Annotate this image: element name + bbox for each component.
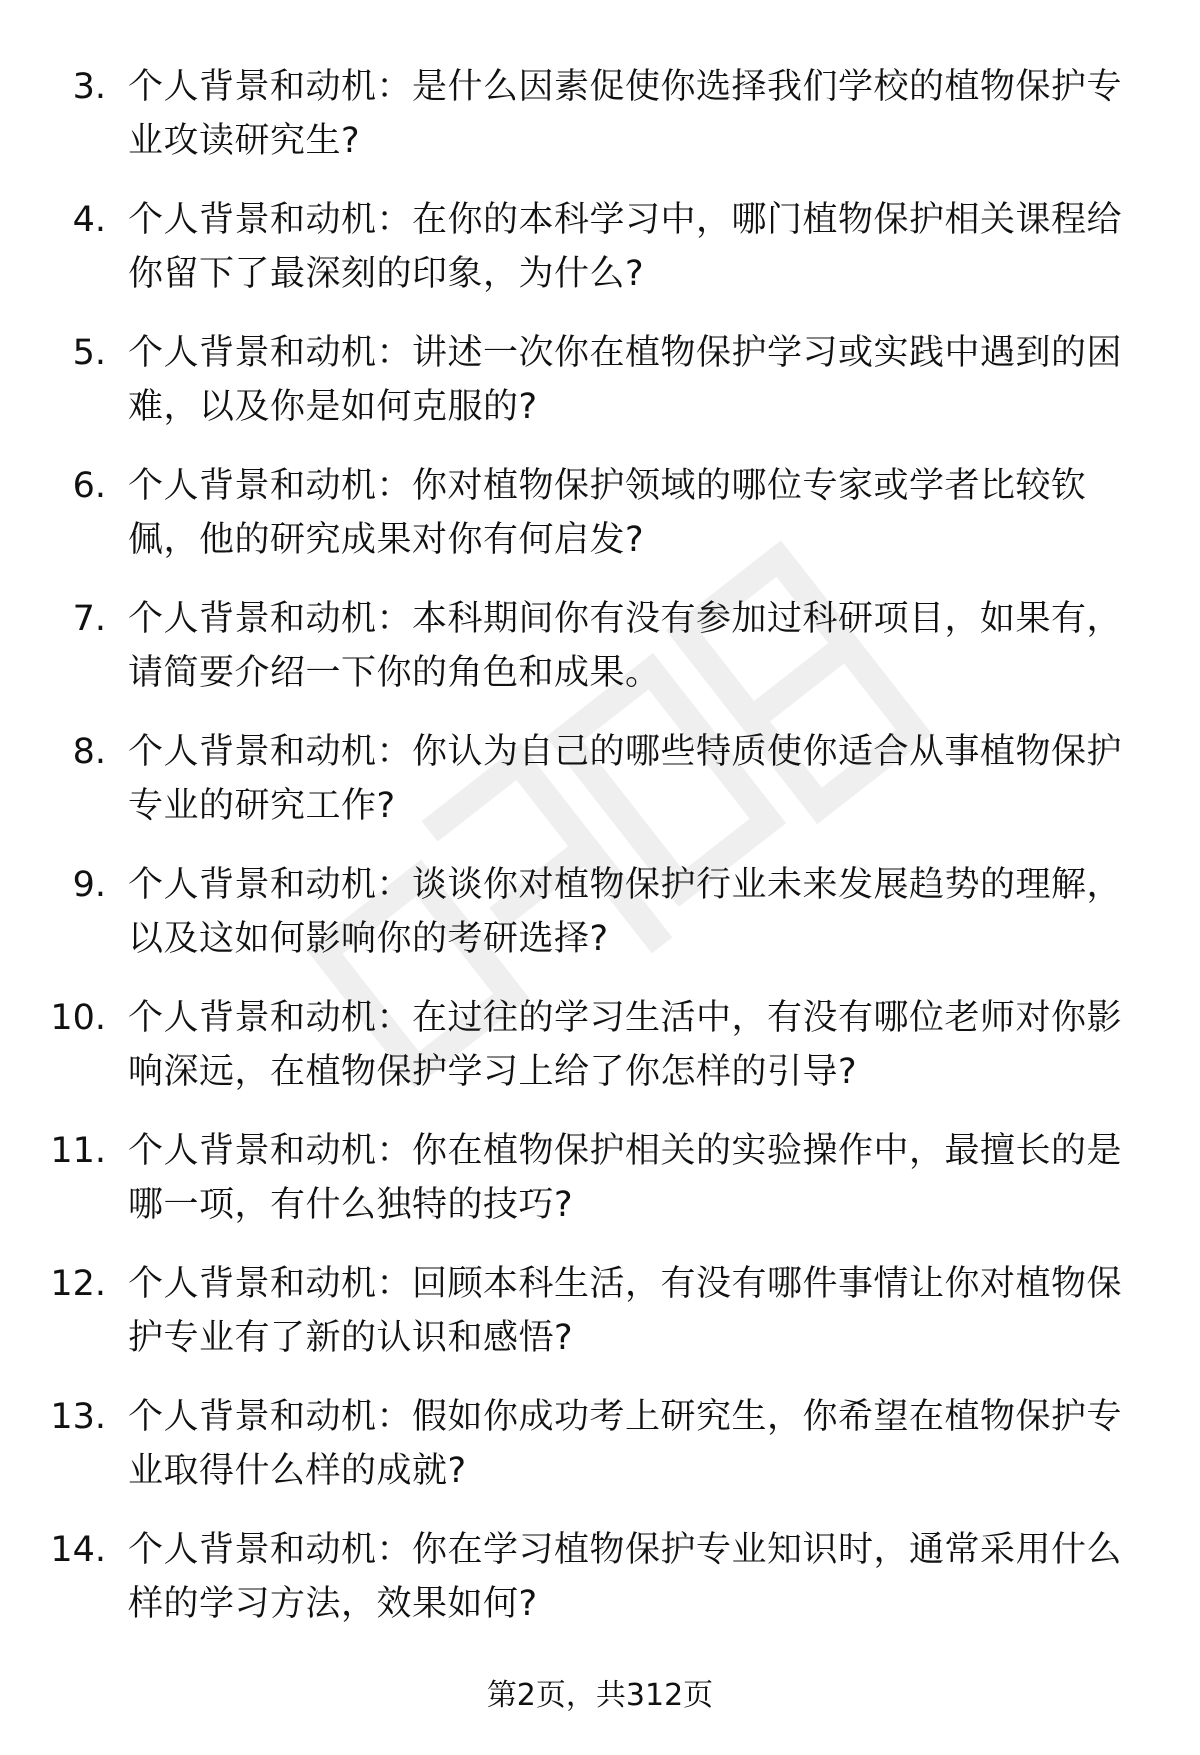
question-text: 个人背景和动机：假如你成功考上研究生，你希望在植物保护专业取得什么样的成就? <box>128 1397 1123 1491</box>
list-item <box>0 193 1200 326</box>
question-number: 6. <box>72 466 106 506</box>
list-item <box>0 1124 1200 1257</box>
list-item <box>0 60 1200 193</box>
question-number: 8. <box>72 732 106 772</box>
list-item <box>0 1390 1200 1523</box>
list-item <box>0 725 1200 858</box>
question-number: 7. <box>72 599 106 639</box>
question-text: 个人背景和动机：回顾本科生活，有没有哪件事情让你对植物保护专业有了新的认识和感悟? <box>128 1264 1123 1358</box>
question-list <box>0 60 1200 1656</box>
question-text: 个人背景和动机：在过往的学习生活中，有没有哪位老师对你影响深远，在植物保护学习上给了你怎样的引导? <box>128 998 1123 1092</box>
question-text: 个人背景和动机：在你的本科学习中，哪门植物保护相关课程给你留下了最深刻的印象，为什么? <box>128 200 1123 294</box>
list-item <box>0 592 1200 725</box>
question-text: 个人背景和动机：你在植物保护相关的实验操作中，最擅长的是哪一项，有什么独特的技巧? <box>128 1131 1123 1225</box>
list-item <box>0 326 1200 459</box>
question-number: 14. <box>50 1530 106 1570</box>
list-item <box>0 858 1200 991</box>
question-number: 11. <box>50 1131 106 1171</box>
question-number: 10. <box>50 998 106 1038</box>
question-number: 13. <box>50 1397 106 1437</box>
list-item <box>0 1257 1200 1390</box>
list-item <box>0 991 1200 1124</box>
page-footer: 第2页，共312页 <box>486 1678 714 1713</box>
question-text: 个人背景和动机：你认为自己的哪些特质使你适合从事植物保护专业的研究工作? <box>128 732 1123 826</box>
question-number: 4. <box>72 200 106 240</box>
question-text: 个人背景和动机：你在学习植物保护专业知识时，通常采用什么样的学习方法，效果如何? <box>128 1530 1123 1624</box>
list-item <box>0 459 1200 592</box>
question-number: 9. <box>72 865 106 905</box>
list-item <box>0 1523 1200 1656</box>
question-text: 个人背景和动机：讲述一次你在植物保护学习或实践中遇到的困难，以及你是如何克服的? <box>128 333 1123 427</box>
question-number: 5. <box>72 333 106 373</box>
question-text: 个人背景和动机：本科期间你有没有参加过科研项目，如果有，请简要介绍一下你的角色和成果。 <box>128 599 1123 693</box>
question-text: 个人背景和动机：是什么因素促使你选择我们学校的植物保护专业攻读研究生? <box>128 67 1123 161</box>
question-number: 12. <box>50 1264 106 1304</box>
question-number: 3. <box>72 67 106 107</box>
question-text: 个人背景和动机：你对植物保护领域的哪位专家或学者比较钦佩，他的研究成果对你有何启发? <box>128 466 1087 560</box>
question-text: 个人背景和动机：谈谈你对植物保护行业未来发展趋势的理解，以及这如何影响你的考研选择? <box>128 865 1123 959</box>
